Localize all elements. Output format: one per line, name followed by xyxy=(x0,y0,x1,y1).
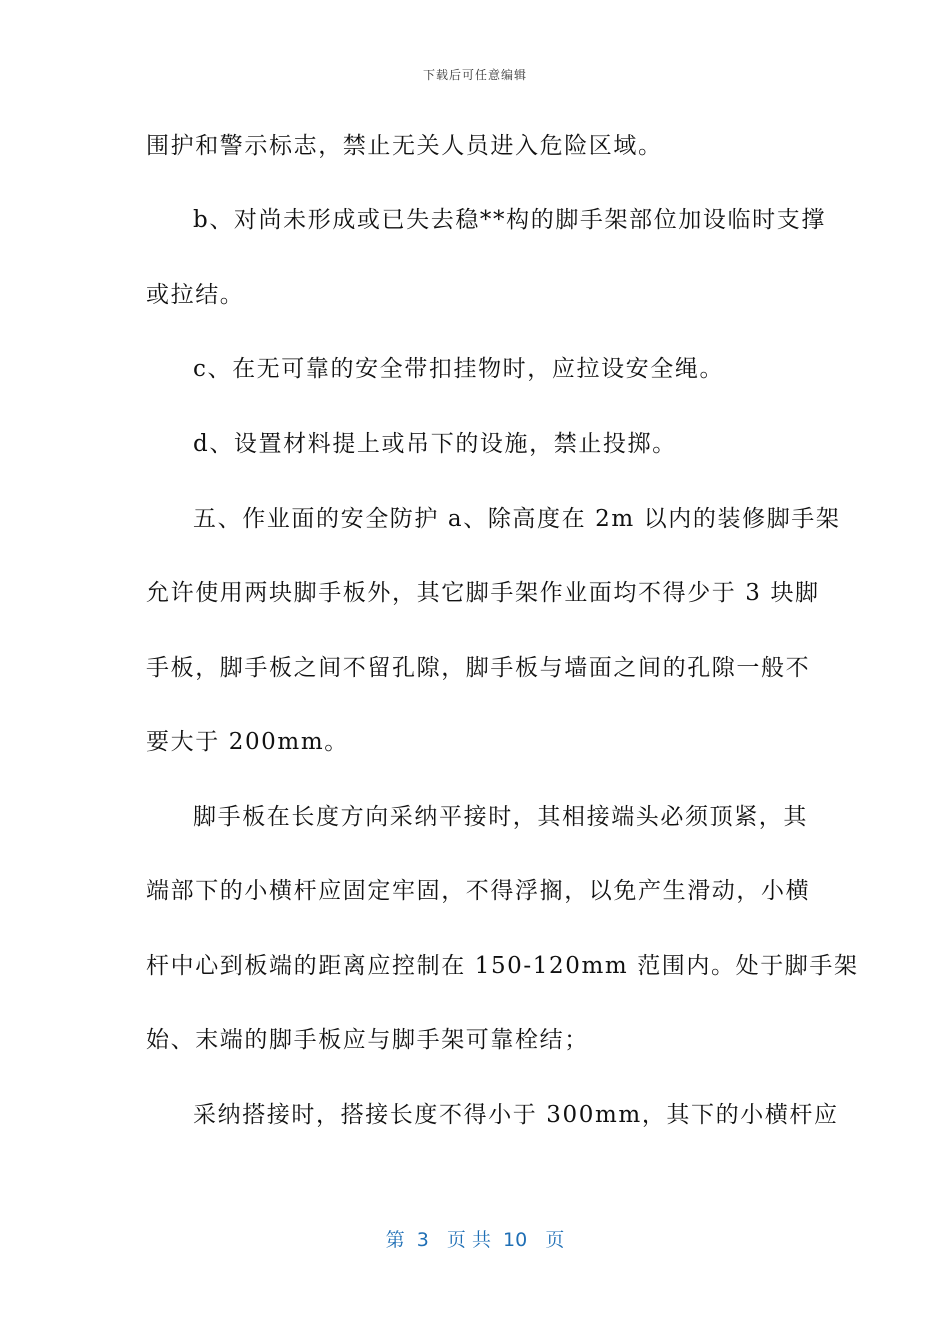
text-line: d、设置材料提上或吊下的设施，禁止投掷。 xyxy=(193,431,677,457)
text-line: 允许使用两块脚手板外，其它脚手架作业面均不得少于 3 块脚 xyxy=(146,580,820,606)
text-line: 要大于 200mm。 xyxy=(146,729,349,755)
text-line: 围护和警示标志，禁止无关人员进入危险区域。 xyxy=(146,133,663,159)
text-line: 五、作业面的安全防护 a、除高度在 2m 以内的装修脚手架 xyxy=(193,506,841,532)
text-line: 或拉结。 xyxy=(146,282,245,308)
text-line: 始、末端的脚手板应与脚手架可靠栓结； xyxy=(146,1027,589,1053)
text-line: 脚手板在长度方向采纳平接时，其相接端头必须顶紧，其 xyxy=(193,804,808,830)
text-line: b、对尚未形成或已失去稳**构的脚手架部位加设临时支撑 xyxy=(193,207,826,233)
text-line: 杆中心到板端的距离应控制在 150-120mm 范围内。处于脚手架 xyxy=(146,953,859,979)
page-header: 下载后可任意编辑 xyxy=(422,68,527,82)
text-line: 手板，脚手板之间不留孔隙，脚手板与墙面之间的孔隙一般不 xyxy=(146,655,811,681)
text-line: 采纳搭接时，搭接长度不得小于 300mm，其下的小横杆应 xyxy=(193,1102,839,1128)
text-line: 端部下的小横杆应固定牢固，不得浮搁，以免产生滑动，小横 xyxy=(146,878,811,904)
text-line: c、在无可靠的安全带扣挂物时，应拉设安全绳。 xyxy=(193,356,725,382)
page-footer: 第 3 页 共 10 页 xyxy=(385,1229,565,1251)
